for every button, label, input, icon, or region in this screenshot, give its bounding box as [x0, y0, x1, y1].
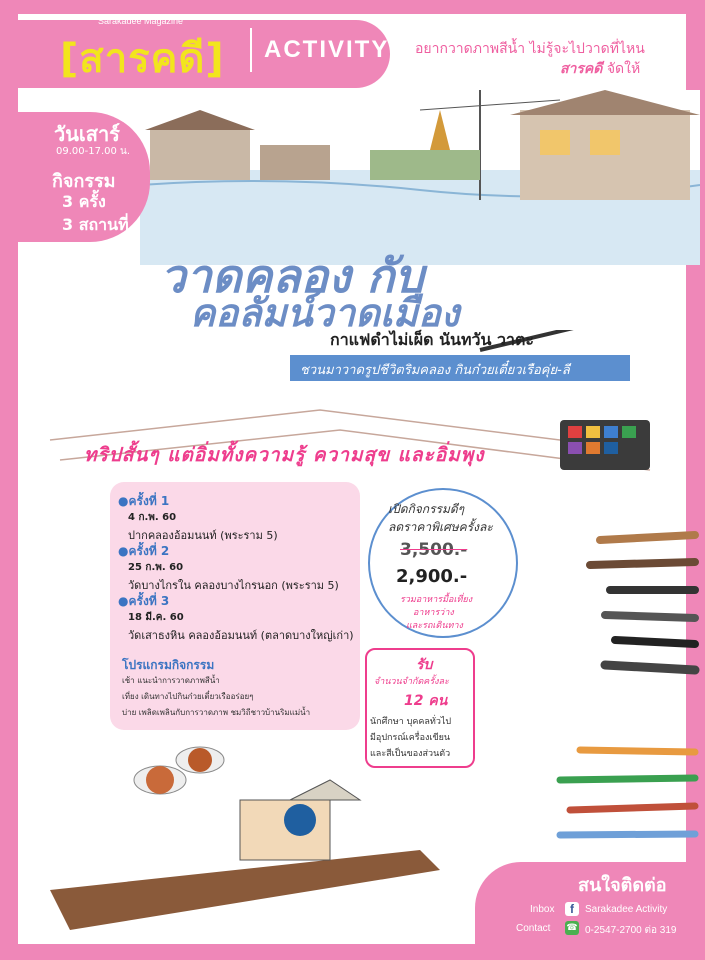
round-3-date: 18 มี.ค. 60 [128, 612, 184, 623]
author-name: กาแฟดำไม่เผ็ด นันทวัน วาตะ [330, 330, 534, 349]
invite-banner: ชวนมาวาดรูปชีวิตริมคลอง กินก๋วยเตี๋ยวเรือคุ่ย-ลี [290, 355, 630, 381]
round-2-title: ●ครั้งที่ 2 [118, 544, 170, 558]
price-subline: ลดราคาพิเศษครั้งละ [388, 520, 493, 534]
capacity-note-2: มีอุปกรณ์เครื่องเขียน [370, 733, 451, 743]
tagline-end: จัดให้ [606, 61, 641, 77]
canal-illustration [140, 90, 700, 265]
main-title-line2: คอลัมน์วาดเมือง [190, 291, 460, 335]
round-2-date: 25 ก.พ. 60 [128, 562, 184, 573]
main-title-line1: วาดคลอง กับ [160, 249, 424, 303]
program-title: โปรแกรมกิจกรรม [122, 658, 215, 672]
activity-line2: 3 ครั้ง [62, 192, 106, 211]
activity-line1: กิจกรรม [52, 171, 116, 192]
round-1-place: ปากคลองอ้อมนนท์ (พระราม 5) [128, 529, 278, 542]
round-2-place: วัดบางไกรใน คลองบางไกรนอก (พระราม 5) [128, 579, 339, 592]
capacity-count: 12 คน [404, 693, 448, 709]
round-3-place: วัดเสาธงหิน คลองอ้อมนนท์ (ตลาดบางใหญ่เก่า) [128, 629, 354, 642]
slogan: ทริปสั้นๆ แต่อิ่มทั้งความรู้ ความสุข และอิ่มพุง [84, 444, 485, 466]
pens-brushes-illustration [520, 520, 700, 850]
section-label: ACTIVITY [264, 36, 390, 63]
program-item-morning: เช้า แนะนำการวาดภาพสีน้ำ [122, 676, 220, 685]
logo-text: [สารคดี] [60, 36, 225, 82]
price-headline: เปิดกิจกรรมดีๆ [388, 502, 465, 516]
day-label: วันเสาร์ [54, 122, 120, 146]
round-1-title: ●ครั้งที่ 1 [118, 494, 170, 508]
price-includes-3: และรถเดินทาง [406, 621, 463, 631]
phone-number[interactable]: 0-2547-2700 ต่อ 319 [585, 925, 677, 936]
logo-divider [250, 28, 252, 72]
phone-icon[interactable]: ☎ [566, 923, 578, 933]
program-item-afternoon: บ่าย เพลิดเพลินกับการวาดภาพ ชมวิถีชาวบ้านริมแม่น้ำ [122, 708, 311, 717]
price-includes-2: อาหารว่าง [413, 608, 454, 618]
capacity-note-3: และสีเป็นของส่วนตัว [370, 749, 451, 759]
capacity-subline: จำนวนจำกัดครั้งละ [374, 677, 449, 687]
magazine-label: Sarakadee Magazine [98, 16, 184, 26]
capacity-label: รับ [416, 657, 433, 673]
price-includes-1: รวมอาหารมื้อเที่ยง [400, 595, 473, 605]
time-label: 09.00-17.00 น. [56, 146, 131, 157]
program-item-noon: เที่ยง เดินทางไปกินก๋วยเตี๋ยวเรืออร่อยๆ [122, 692, 254, 701]
floating-market-illustration [40, 740, 460, 940]
contact-label: Contact [516, 923, 551, 934]
tagline-brand: สารคดี [560, 61, 603, 77]
round-1-date: 4 ก.พ. 60 [128, 512, 177, 523]
tagline-line2 [560, 58, 640, 80]
activity-line3: 3 สถานที่ [62, 215, 129, 234]
old-price: 3,500.- [400, 540, 468, 560]
facebook-icon[interactable]: f [565, 902, 579, 916]
inbox-label: Inbox [530, 904, 555, 915]
capacity-note-1: นักศึกษา บุคคลทั่วไป [370, 717, 452, 727]
contact-title: สนใจติดต่อ [578, 875, 667, 896]
facebook-name[interactable]: Sarakadee Activity [585, 904, 668, 915]
round-3-title: ●ครั้งที่ 3 [118, 594, 170, 608]
new-price: 2,900.- [396, 566, 468, 587]
tagline-line1: อยากวาดภาพสีน้ำ ไม่รู้จะไปวาดที่ไหน [415, 41, 645, 57]
